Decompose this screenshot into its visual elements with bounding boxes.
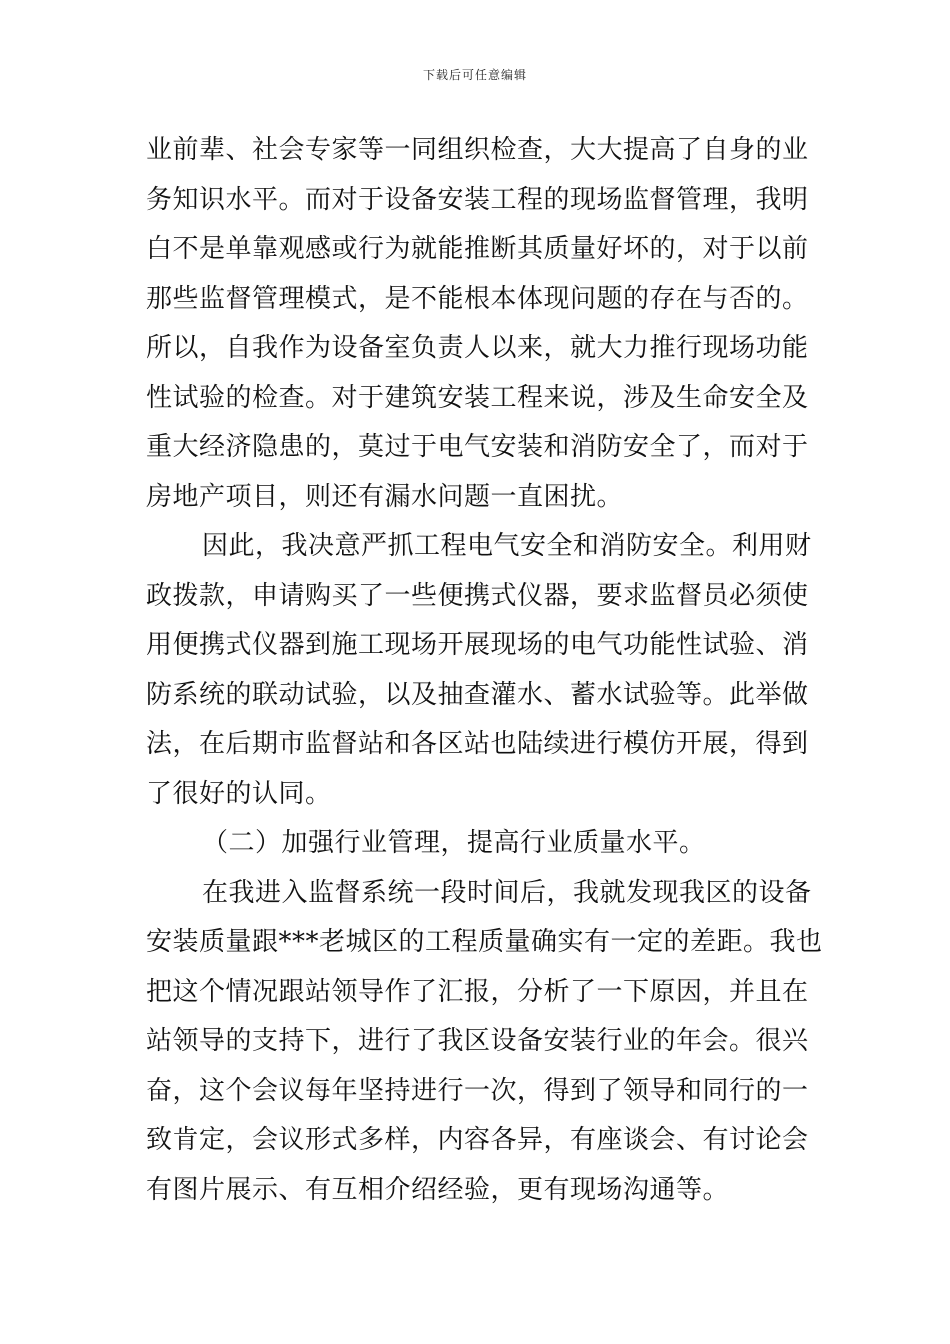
text-line: 那些监督管理模式，是不能根本体现问题的存在与否的。 bbox=[146, 283, 809, 314]
text-line: 用便携式仪器到施工现场开展现场的电气功能性试验、消 bbox=[146, 630, 809, 660]
text-line: 致肯定，会议形式多样，内容各异，有座谈会、有讨论会 bbox=[146, 1125, 809, 1155]
section-heading: （二）加强行业管理，提高行业质量水平。 bbox=[202, 828, 706, 858]
text-line: 所以，自我作为设备室负责人以来，就大力推行现场功能 bbox=[146, 333, 809, 363]
text-line: 安装质量跟***老城区的工程质量确实有一定的差距。我也 bbox=[146, 927, 823, 957]
text-line: 白不是单靠观感或行为就能推断其质量好坏的，对于以前 bbox=[146, 234, 809, 264]
paragraph-start-line: 因此，我决意严抓工程电气安全和消防安全。利用财 bbox=[202, 531, 812, 561]
text-line: 业前辈、社会专家等一同组织检查，大大提高了自身的业 bbox=[146, 135, 809, 165]
paragraph-start-line: 在我进入监督系统一段时间后，我就发现我区的设备 bbox=[202, 877, 812, 908]
text-line: 法，在后期市监督站和各区站也陆续进行模仿开展，得到 bbox=[146, 729, 809, 759]
text-line: 防系统的联动试验，以及抽查灌水、蓄水试验等。此举做 bbox=[146, 679, 809, 710]
text-line: 有图片展示、有互相介绍经验，更有现场沟通等。 bbox=[146, 1174, 730, 1205]
text-line: 了很好的认同。 bbox=[146, 778, 332, 809]
text-line: 性试验的检查。对于建筑安装工程来说，涉及生命安全及 bbox=[146, 382, 809, 413]
text-line: 奋，这个会议每年坚持进行一次，得到了领导和同行的一 bbox=[146, 1075, 809, 1106]
text-line: 站领导的支持下，进行了我区设备安装行业的年会。很兴 bbox=[146, 1026, 809, 1056]
text-line: 务知识水平。而对于设备安装工程的现场监督管理，我明 bbox=[146, 184, 809, 215]
header-note: 下载后可任意编辑 bbox=[422, 68, 527, 82]
text-line: 把这个情况跟站领导作了汇报，分析了一下原因，并且在 bbox=[146, 976, 809, 1007]
text-line: 房地产项目，则还有漏水问题一直困扰。 bbox=[146, 481, 624, 512]
text-line: 重大经济隐患的，莫过于电气安装和消防安全了，而对于 bbox=[146, 432, 809, 462]
text-line: 政拨款，申请购买了一些便携式仪器，要求监督员必须使 bbox=[146, 580, 809, 611]
body-text bbox=[146, 126, 823, 1215]
